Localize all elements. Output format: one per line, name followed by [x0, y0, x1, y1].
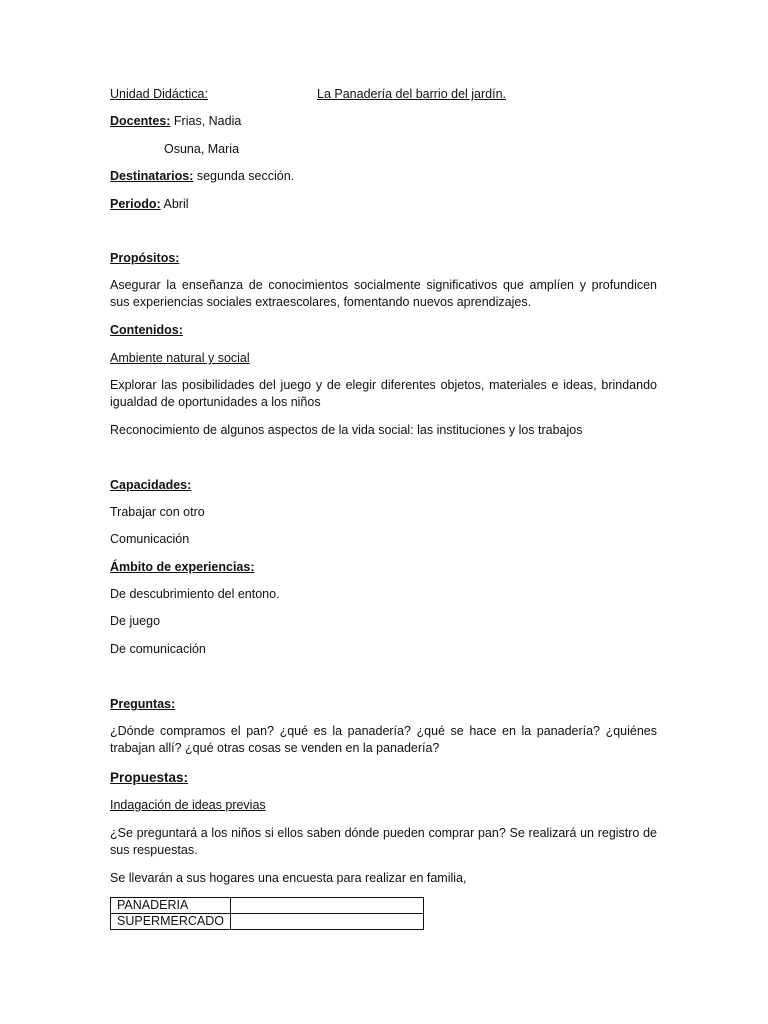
unidad-label: Unidad Didáctica:	[110, 87, 208, 101]
contenidos-item: Reconocimiento de algunos aspectos de la vida social: las instituciones y los trabajos	[110, 423, 583, 437]
survey-table	[110, 897, 424, 930]
unidad-value: La Panadería del barrio del jardín.	[317, 87, 507, 101]
docente-1: Frias, Nadia	[173, 114, 242, 128]
ambito-item: De juego	[110, 614, 161, 628]
periodo-label: Periodo:	[110, 197, 161, 211]
periodo-value: Abril	[163, 197, 189, 211]
table-cell-value	[230, 914, 423, 930]
preguntas-text: ¿Dónde compramos el pan? ¿qué es la panadería? ¿qué se hace en la panadería? ¿quiénes trabajan allí? ¿qué otras cosas se venden en la panadería?	[110, 724, 657, 755]
periodo-line	[110, 196, 189, 213]
table-row	[111, 898, 424, 914]
contenidos-subheading: Ambiente natural y social	[110, 351, 250, 365]
propuestas-subheading: Indagación de ideas previas	[110, 798, 266, 812]
ambito-heading: Ámbito de experiencias:	[110, 560, 255, 574]
preguntas-heading: Preguntas:	[110, 697, 176, 711]
propositos-text: Asegurar la enseñanza de conocimientos socialmente significativos que amplíen y profundicen sus experiencias sociales extraescolares, fomentando nuevos aprendizajes.	[110, 278, 657, 309]
propositos-heading: Propósitos:	[110, 251, 180, 265]
docente-2-line	[164, 141, 239, 158]
destinatarios-value: segunda sección.	[196, 169, 295, 183]
table-row	[111, 914, 424, 930]
contenidos-item: Explorar las posibilidades del juego y de elegir diferentes objetos, materiales e ideas, brindando igualdad de oportunidades a los niños	[110, 378, 657, 409]
contenidos-heading: Contenidos:	[110, 323, 183, 337]
table-cell-value	[230, 898, 423, 914]
capacidades-item: Comunicación	[110, 532, 190, 546]
ambito-item: De comunicación	[110, 642, 206, 656]
destinatarios-line	[110, 168, 294, 185]
unidad-value-line	[317, 86, 506, 103]
docentes-line	[110, 113, 241, 130]
docente-2: Osuna, Maria	[164, 142, 240, 156]
destinatarios-label: Destinatarios:	[110, 169, 194, 183]
capacidades-heading: Capacidades:	[110, 478, 192, 492]
unidad-line	[110, 86, 208, 103]
ambito-item: De descubrimiento del entono.	[110, 587, 280, 601]
propuestas-text-2: Se llevarán a sus hogares una encuesta para realizar en familia,	[110, 871, 467, 885]
propuestas-text-1: ¿Se preguntará a los niños si ellos saben dónde pueden comprar pan? Se realizará un registro de sus respuestas.	[110, 826, 657, 857]
docentes-label: Docentes:	[110, 114, 171, 128]
table-cell-label: PANADERIA	[111, 898, 231, 914]
table-cell-label: SUPERMERCADO	[111, 914, 231, 930]
capacidades-item: Trabajar con otro	[110, 505, 205, 519]
propuestas-heading: Propuestas:	[110, 770, 189, 785]
